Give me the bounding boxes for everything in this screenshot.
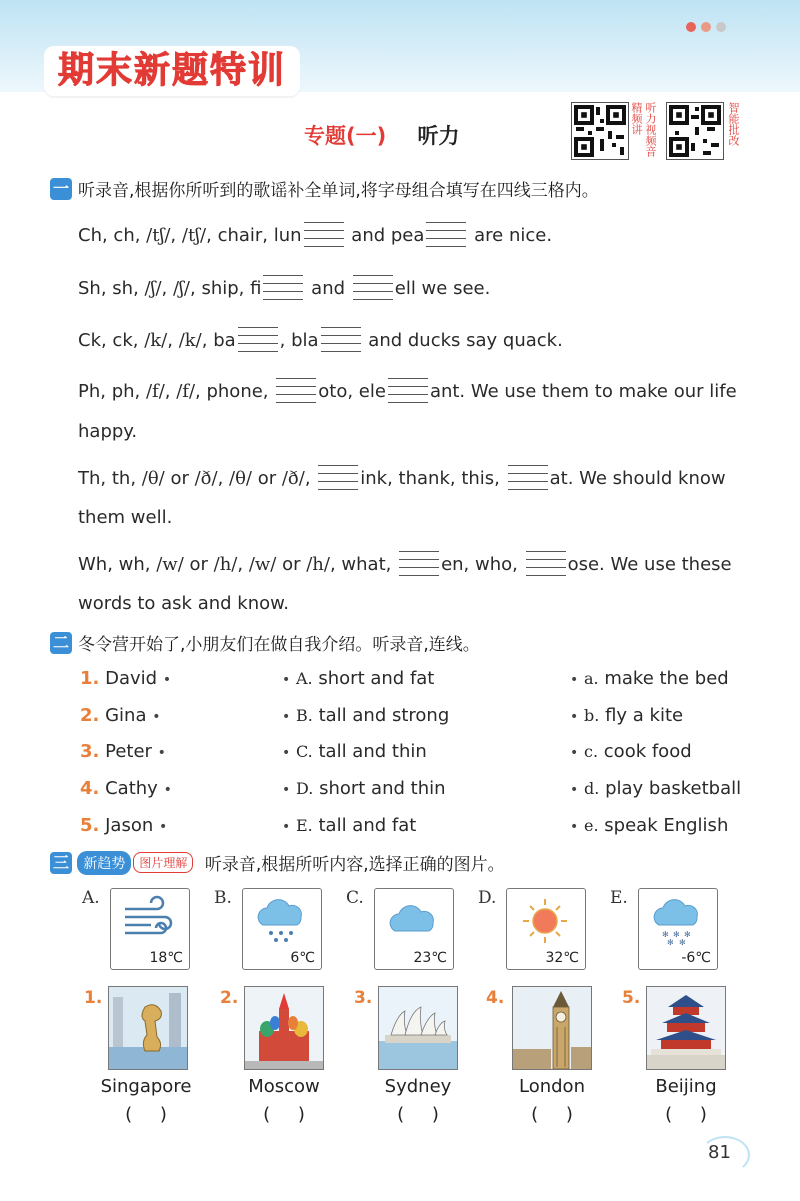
qr-caption-char: 音 — [644, 146, 657, 157]
phonetic: /h/ — [213, 554, 238, 575]
qr-caption-char: 视 — [644, 124, 657, 135]
activity-row — [570, 741, 692, 762]
activity-text: speak English — [604, 815, 729, 836]
city-name: Beijing — [655, 1076, 717, 1097]
four-line-blank[interactable] — [318, 463, 358, 493]
section-badge: 一 — [50, 178, 72, 200]
phonetic: /h/ — [306, 554, 330, 575]
description-row — [282, 815, 416, 836]
student-name-row — [80, 741, 166, 762]
city-name: Moscow — [248, 1076, 320, 1097]
phonetic: /tʃ/ — [146, 225, 171, 246]
activity-text: make the bed — [604, 668, 729, 689]
city-number: 5. — [622, 988, 641, 1008]
qr-code-listening[interactable] — [571, 102, 629, 160]
qr-caption-char: 讲 — [630, 124, 643, 135]
text: and — [305, 278, 351, 299]
text: Ph, ph, — [78, 381, 146, 402]
text: ink, thank, this, — [360, 468, 506, 489]
option-letter: d. — [584, 779, 600, 798]
text: , — [217, 468, 230, 489]
option-letter: E. — [610, 888, 628, 908]
merlion-icon — [109, 987, 187, 1069]
option-letter: c. — [584, 742, 599, 761]
london-picture — [512, 986, 592, 1070]
section-1-instruction: 听录音,根据你所听到的歌谣补全单词,将字母组合填写在四线三格内。 — [78, 181, 599, 201]
match-dot[interactable]: • — [282, 782, 291, 798]
match-dot[interactable]: • — [570, 709, 579, 725]
activity-row — [570, 778, 741, 799]
option-letter: B. — [296, 706, 313, 725]
svg-text:✻: ✻ — [673, 930, 680, 939]
text: or — [251, 468, 282, 489]
activity-row — [570, 668, 729, 689]
text: , bla — [279, 330, 319, 351]
chant-line-th-cont — [78, 507, 172, 528]
chant-line-th — [78, 463, 726, 493]
option-letter: A. — [296, 669, 313, 688]
student-name: Jason — [105, 815, 154, 836]
phonetic: /θ/ — [229, 468, 252, 489]
phonetic: /k/ — [178, 330, 202, 351]
section-2-instruction: 冬令营开始了,小朋友们在做自我介绍。听录音,连线。 — [78, 635, 480, 655]
temperature: 23℃ — [413, 950, 447, 966]
city-number: 1. — [84, 988, 103, 1008]
student-name: Peter — [105, 741, 152, 762]
answer-blank[interactable]: ( ) — [531, 1104, 573, 1125]
match-dot[interactable]: • — [282, 672, 291, 688]
city-name: London — [519, 1076, 585, 1097]
page-title: 期末新题特训 — [58, 50, 287, 91]
option-letter: b. — [584, 706, 600, 725]
phonetic: /w/ — [156, 554, 184, 575]
text: or — [276, 554, 307, 575]
svg-text:✻: ✻ — [667, 938, 674, 947]
chant-line-ph — [78, 376, 737, 406]
cloud-icon — [381, 893, 445, 949]
four-line-blank[interactable] — [388, 376, 428, 406]
match-dot[interactable]: • — [282, 709, 291, 725]
qr-caption-char: 改 — [727, 135, 740, 146]
header-dots — [686, 22, 726, 32]
four-line-blank[interactable] — [276, 376, 316, 406]
text: , — [170, 225, 182, 246]
match-dot[interactable]: • — [570, 819, 579, 835]
student-name-row — [80, 778, 172, 799]
four-line-blank[interactable] — [508, 463, 548, 493]
text: or — [183, 554, 214, 575]
phonetic: /f/ — [145, 381, 165, 402]
qr-code-grading[interactable] — [666, 102, 724, 160]
student-name: Gina — [105, 705, 147, 726]
opera-house-icon — [379, 987, 457, 1069]
phonetic: /w/ — [248, 554, 277, 575]
description-text: short and thin — [319, 778, 446, 799]
item-number: 4. — [80, 778, 100, 799]
text: , — [164, 381, 177, 402]
snow-cloud-icon — [645, 893, 709, 949]
chant-line-wh-cont — [78, 593, 289, 614]
option-letter: D. — [478, 888, 497, 908]
text: words to ask and know. — [78, 593, 289, 614]
text: , what, — [329, 554, 398, 575]
phonetic: /ʃ/ — [144, 278, 162, 299]
activity-text: fly a kite — [605, 705, 684, 726]
qr-code-icon — [667, 103, 723, 159]
item-number: 3. — [80, 741, 100, 762]
match-dot[interactable]: • — [570, 745, 579, 761]
match-dot[interactable]: • — [282, 819, 291, 835]
qr-caption-char: 频 — [644, 135, 657, 146]
topic-heading — [304, 120, 460, 150]
section-badge: 二 — [50, 632, 72, 654]
text: , — [161, 278, 173, 299]
qr-caption-char: 精 — [630, 102, 643, 113]
singapore-picture — [108, 986, 188, 1070]
qr-caption-listening — [628, 102, 656, 160]
description-text: short and fat — [318, 668, 435, 689]
qr-caption-char: 能 — [727, 113, 740, 124]
beijing-picture — [646, 986, 726, 1070]
chant-line-wh — [78, 549, 732, 579]
description-text: tall and fat — [318, 815, 417, 836]
weather-option-e[interactable] — [638, 888, 718, 970]
chant-line-sh — [78, 273, 490, 303]
svg-text:✻: ✻ — [662, 930, 669, 939]
description-text: tall and strong — [318, 705, 450, 726]
qr-caption-char: 频 — [630, 113, 643, 124]
city-name: Sydney — [384, 1076, 452, 1097]
description-row — [282, 778, 446, 799]
section-3-heading — [50, 850, 505, 875]
phonetic: /tʃ/ — [181, 225, 207, 246]
match-dot[interactable]: • — [157, 745, 166, 761]
four-line-blank[interactable] — [353, 273, 393, 303]
phonetic: /k/ — [144, 330, 168, 351]
answer-blank[interactable]: ( ) — [665, 1104, 707, 1125]
four-line-blank[interactable] — [263, 273, 303, 303]
qr-caption-char: 力 — [644, 113, 657, 124]
weather-option-b[interactable] — [242, 888, 322, 970]
dot-2 — [701, 22, 711, 32]
text: are nice. — [468, 225, 553, 246]
option-letter: C. — [346, 888, 364, 908]
text: at. We should know — [549, 468, 726, 489]
text: ant. We use them to make our life — [429, 381, 737, 402]
topic-name: 听力 — [417, 124, 460, 148]
title-banner — [44, 46, 300, 96]
four-line-blank[interactable] — [426, 220, 466, 250]
text: , — [167, 330, 179, 351]
answer-blank[interactable]: ( ) — [263, 1104, 305, 1125]
text: and ducks say quack. — [362, 330, 563, 351]
text: Ck, ck, — [78, 330, 145, 351]
qr-caption-char: 批 — [727, 124, 740, 135]
weather-option-d[interactable] — [506, 888, 586, 970]
four-line-blank[interactable] — [304, 220, 344, 250]
match-dot[interactable]: • — [570, 782, 579, 798]
answer-blank[interactable]: ( ) — [125, 1104, 167, 1125]
description-text: tall and thin — [318, 741, 427, 762]
svg-text:✻: ✻ — [684, 930, 691, 939]
description-row — [282, 741, 427, 762]
new-trend-tag: 新趋势 — [77, 851, 131, 875]
text: ose. We use these — [567, 554, 732, 575]
text: , phone, — [195, 381, 275, 402]
item-number: 5. — [80, 815, 100, 836]
section-1-heading — [50, 176, 599, 201]
wind-icon — [117, 893, 181, 949]
chant-line-ph-cont — [78, 421, 137, 442]
svg-text:✻: ✻ — [679, 938, 686, 947]
description-row — [282, 705, 449, 726]
four-line-blank[interactable] — [526, 549, 566, 579]
text: or — [164, 468, 195, 489]
text: Ch, ch, — [78, 225, 147, 246]
city-number: 2. — [220, 988, 239, 1008]
phonetic: /f/ — [176, 381, 196, 402]
city-name: Singapore — [100, 1076, 192, 1097]
match-dot[interactable]: • — [158, 819, 168, 835]
moscow-picture — [244, 986, 324, 1070]
student-name-row — [80, 668, 171, 689]
big-ben-icon — [513, 987, 591, 1069]
match-dot[interactable]: • — [152, 709, 161, 725]
option-letter: C. — [296, 742, 313, 761]
match-dot[interactable]: • — [162, 672, 172, 688]
qr-caption-grading — [723, 102, 739, 160]
section-3-instruction: 听录音,根据所听内容,选择正确的图片。 — [204, 855, 505, 875]
four-line-blank[interactable] — [399, 549, 439, 579]
option-letter: A. — [82, 888, 100, 908]
qr-caption-char: 听 — [644, 102, 657, 113]
text: , chair, lun — [206, 225, 302, 246]
option-letter: e. — [584, 816, 599, 835]
description-row — [282, 668, 434, 689]
kremlin-icon — [245, 987, 323, 1069]
temperature: 32℃ — [545, 950, 579, 966]
text: en, who, — [441, 554, 524, 575]
activity-row — [570, 815, 728, 836]
activity-text: play basketball — [605, 778, 742, 799]
phonetic: /ð/ — [281, 468, 305, 489]
option-letter: B. — [214, 888, 232, 908]
qr-caption-char: 智 — [727, 102, 740, 113]
item-number: 2. — [80, 705, 100, 726]
student-name: David — [105, 668, 158, 689]
four-line-blank[interactable] — [321, 325, 361, 355]
text: and pea — [345, 225, 425, 246]
temple-of-heaven-icon — [647, 987, 725, 1069]
match-dot[interactable]: • — [570, 672, 579, 688]
weather-option-a[interactable] — [110, 888, 190, 970]
sydney-picture — [378, 986, 458, 1070]
dot-1 — [686, 22, 696, 32]
activity-row — [570, 705, 683, 726]
page-number: 81 — [708, 1142, 731, 1163]
option-letter: D. — [296, 779, 314, 798]
option-letter: a. — [584, 669, 599, 688]
item-number: 1. — [80, 668, 100, 689]
four-line-blank[interactable] — [238, 325, 278, 355]
phonetic: /ʃ/ — [172, 278, 190, 299]
student-name: Cathy — [105, 778, 158, 799]
text: happy. — [78, 421, 138, 442]
picture-tag: 图片理解 — [133, 852, 193, 873]
phonetic: /ð/ — [194, 468, 218, 489]
text: them well. — [78, 507, 173, 528]
text: , — [237, 554, 249, 575]
student-name-row — [80, 705, 161, 726]
text: , ship, fi — [190, 278, 262, 299]
activity-text: cook food — [603, 741, 692, 762]
chant-line-ck — [78, 325, 563, 355]
chant-line-ch — [78, 220, 552, 250]
temperature: 6℃ — [290, 950, 315, 966]
dot-3 — [716, 22, 726, 32]
sun-icon — [513, 893, 577, 949]
city-number: 3. — [354, 988, 373, 1008]
student-name-row — [80, 815, 167, 836]
text: oto, ele — [318, 381, 386, 402]
text: Th, th, — [78, 468, 142, 489]
text: ell we see. — [394, 278, 491, 299]
match-dot[interactable]: • — [163, 782, 172, 798]
weather-option-c[interactable] — [374, 888, 454, 970]
section-2-heading — [50, 630, 480, 655]
phonetic: /θ/ — [141, 468, 165, 489]
temperature: -6℃ — [681, 950, 711, 966]
answer-blank[interactable]: ( ) — [397, 1104, 439, 1125]
text: , — [304, 468, 317, 489]
topic-label: 专题(一) — [304, 124, 387, 148]
text: , ba — [201, 330, 236, 351]
rain-cloud-icon — [249, 893, 313, 949]
section-badge: 三 — [50, 852, 72, 874]
text: Sh, sh, — [78, 278, 145, 299]
temperature: 18℃ — [149, 950, 183, 966]
text: Wh, wh, — [78, 554, 157, 575]
match-dot[interactable]: • — [282, 745, 291, 761]
option-letter: E. — [296, 816, 313, 835]
city-number: 4. — [486, 988, 505, 1008]
qr-code-icon — [572, 103, 628, 159]
